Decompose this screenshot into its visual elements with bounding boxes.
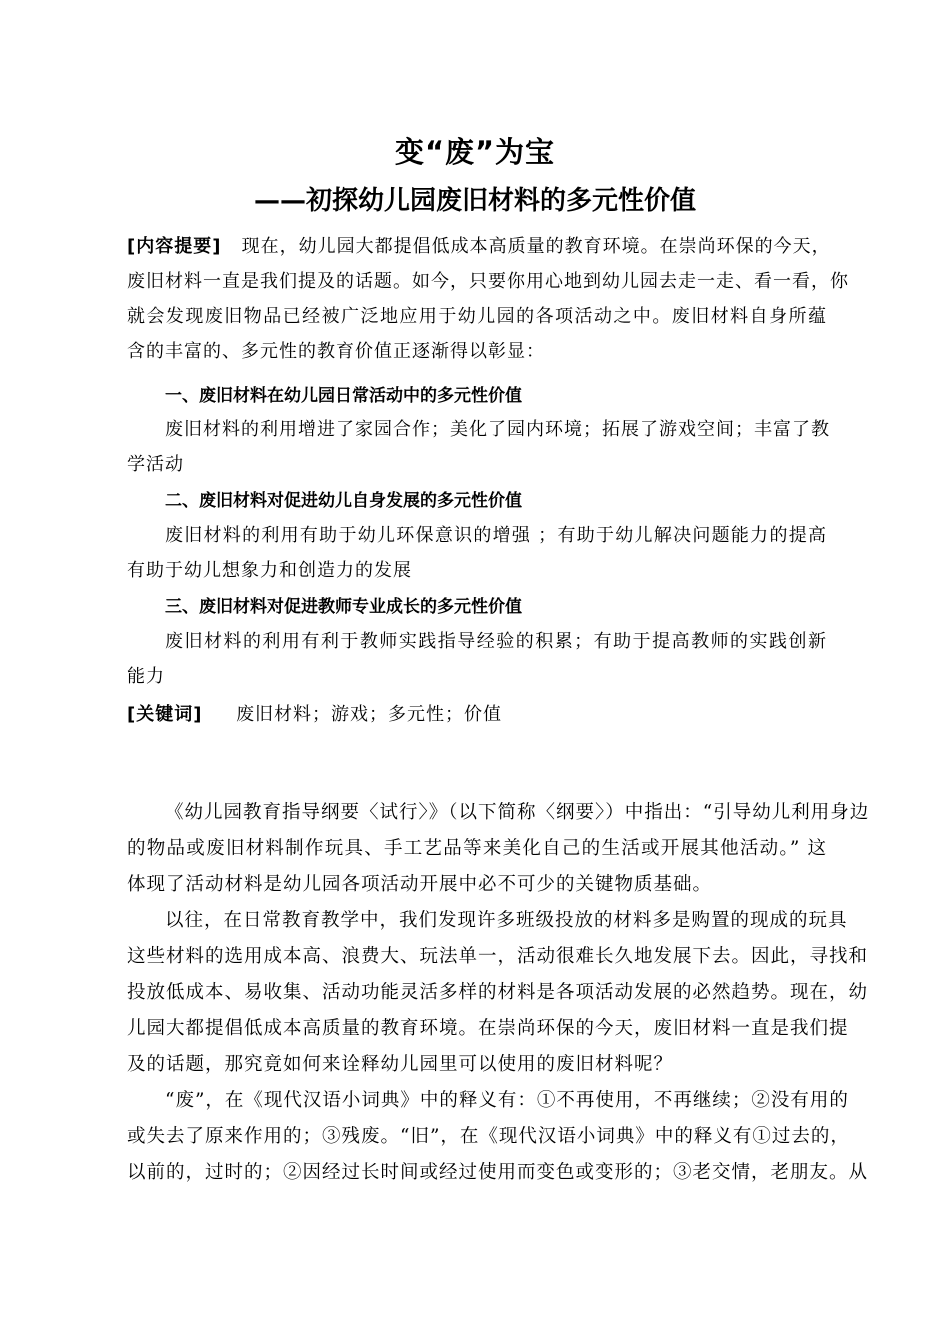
section-heading-2: 二、废旧材料对促进幼儿自身发展的多元性价值 xyxy=(165,491,522,511)
abstract xyxy=(127,229,849,369)
section-line: 学活动 xyxy=(127,454,184,475)
body-line: 及的话题，那究竟如何来诠释幼儿园里可以使用的废旧材料呢？ xyxy=(127,1054,674,1075)
body-line: 体现了活动材料是幼儿园各项活动开展中必不可少的关键物质基础。 xyxy=(127,874,713,895)
section-line: 废旧材料的利用有利于教师实践指导经验的积累；有助于提高教师的实践创新 xyxy=(165,631,827,652)
section-line: 废旧材料的利用增进了家园合作；美化了园内环境；拓展了游戏空间；丰富了教 xyxy=(165,419,830,440)
section-line: 有助于幼儿想象力和创造力的发展 xyxy=(127,560,412,581)
section-heading-1: 一、废旧材料在幼儿园日常活动中的多元性价值 xyxy=(165,386,522,406)
keywords xyxy=(127,697,827,732)
abstract-line: [内容提要] 现在，幼儿园大都提倡低成本高质量的教育环境。在崇尚环保的今天， xyxy=(127,236,831,257)
keywords-text: 废旧材料；游戏；多元性；价值 xyxy=(236,704,503,725)
body-line: 《幼儿园教育指导纲要〈试行〉》（以下简称〈纲要〉）中指出：“引导幼儿利用身边 xyxy=(165,802,870,823)
body-line: 投放低成本、易收集、活动功能灵活多样的材料是各项活动发展的必然趋势。现在，幼 xyxy=(127,982,869,1003)
body-line: 以往，在日常教育教学中，我们发现许多班级投放的材料多是购置的现成的玩具 xyxy=(165,910,848,931)
section-body-3 xyxy=(127,624,827,694)
body-paragraph-1 xyxy=(127,795,870,903)
keywords-line xyxy=(127,697,827,732)
abstract-line: 就会发现废旧物品已经被广泛地应用于幼儿园的各项活动之中。废旧材料自身所蕴 xyxy=(127,306,827,327)
section-line: 能力 xyxy=(127,666,165,687)
body-line: 这些材料的选用成本高、浪费大、玩法单一，活动很难长久地发展下去。因此，寻找和 xyxy=(127,946,869,967)
section-body-1 xyxy=(127,412,830,482)
body-line: 以前的，过时的；②因经过长时间或经过使用而变色或变形的；③老交情，老朋友。从 xyxy=(127,1162,869,1183)
body-line: “废”，在《现代汉语小词典》中的释义有：①不再使用，不再继续；②没有用的 xyxy=(165,1090,849,1111)
section-heading-3: 三、废旧材料对促进教师专业成长的多元性价值 xyxy=(165,597,522,617)
abstract-tag: [内容提要] xyxy=(127,236,222,257)
abstract-line: 废旧材料一直是我们提及的话题。如今，只要你用心地到幼儿园去走一走、看一看，你 xyxy=(127,271,849,292)
section-body-2 xyxy=(127,518,827,588)
body-paragraph-3 xyxy=(127,1083,869,1191)
body-line: 儿园大都提倡低成本高质量的教育环境。在崇尚环保的今天，废旧材料一直是我们提 xyxy=(127,1018,849,1039)
page-subtitle: ——初探幼儿园废旧材料的多元性价值 xyxy=(253,186,696,216)
body-line: 的物品或废旧材料制作玩具、手工艺品等来美化自己的生活或开展其他活动。” 这 xyxy=(127,838,827,859)
body-paragraph-2 xyxy=(127,903,869,1083)
abstract-line: 含的丰富的、多元性的教育价值正逐渐得以彰显： xyxy=(127,341,545,362)
section-line: 废旧材料的利用有助于幼儿环保意识的增强 ；有助于幼儿解决问题能力的提高 xyxy=(165,525,827,546)
page-title: 变“废”为宝 xyxy=(394,135,556,169)
body-line: 或失去了原来作用的；③残废。“旧”，在《现代汉语小词典》中的释义有①过去的， xyxy=(127,1126,850,1147)
keywords-tag: [关键词] xyxy=(127,704,203,725)
